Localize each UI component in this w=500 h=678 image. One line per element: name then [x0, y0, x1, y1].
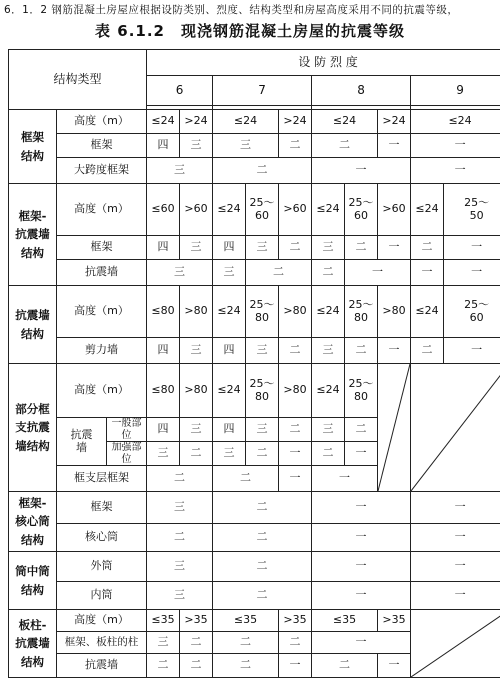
- table-cell: 一: [411, 552, 500, 582]
- table-cell: 一: [411, 134, 500, 158]
- table-cell: 一: [312, 552, 411, 582]
- table-cell: >24: [180, 110, 213, 134]
- table-cell: >80: [180, 364, 213, 418]
- table-cell: >60: [378, 184, 411, 236]
- row-label-slab-frame-columns: 框架、板柱的柱: [57, 632, 147, 654]
- row-label-large-span-frame: 大跨度框架: [57, 158, 147, 184]
- table-cell: 二: [213, 632, 279, 654]
- row-label-frame: 框架: [57, 492, 147, 524]
- table-cell: 三: [180, 236, 213, 260]
- table-cell: 一: [378, 338, 411, 364]
- seismic-grade-table-wrap: [8, 49, 490, 673]
- table-title: 表 6.1.2 现浇钢筋混凝土房屋的抗震等级: [95, 22, 405, 40]
- header-intensity-6: 6: [147, 76, 213, 106]
- table-cell: ≤35: [213, 610, 279, 632]
- table-cell: 一: [312, 632, 411, 654]
- header-intensity-7: 7: [213, 76, 312, 106]
- table-cell: ≤24: [147, 110, 180, 134]
- group-partial-frame-supported: 部分框 支抗震 墙结构: [9, 364, 57, 492]
- not-applicable-cell: [411, 364, 500, 492]
- table-cell: ≤60: [147, 184, 180, 236]
- table-cell: 三: [246, 418, 279, 442]
- row-label-outer-tube: 外筒: [57, 552, 147, 582]
- table-cell: 二: [345, 418, 378, 442]
- table-cell: >35: [279, 610, 312, 632]
- table-cell: ≤35: [312, 610, 378, 632]
- table-cell: 一: [312, 492, 411, 524]
- table-cell: 一: [345, 442, 378, 466]
- header-intensity-9: 9: [411, 76, 500, 106]
- table-cell: 一: [378, 134, 411, 158]
- table-cell: 一: [378, 236, 411, 260]
- table-cell: 二: [213, 524, 312, 552]
- row-label-transfer-frame: 框支层框架: [57, 466, 147, 492]
- table-cell: 二: [213, 654, 279, 678]
- row-label-inner-tube: 内筒: [57, 582, 147, 610]
- table-cell: 二: [213, 552, 312, 582]
- table-cell: 一: [411, 158, 500, 184]
- table-cell: 二: [147, 524, 213, 552]
- diagonal-line: [411, 610, 500, 677]
- table-cell: 三: [147, 442, 180, 466]
- table-cell: 二: [411, 338, 444, 364]
- group-frame-core-tube: 框架- 核心筒 结构: [9, 492, 57, 552]
- table-cell: 四: [213, 236, 246, 260]
- table-cell: 一: [378, 654, 411, 678]
- row-label-height: 高度（m）: [57, 110, 147, 134]
- row-label-core: 核心筒: [57, 524, 147, 552]
- table-cell: 三: [213, 134, 279, 158]
- row-label-general: 一般部位: [107, 418, 147, 442]
- diagonal-line: [378, 364, 410, 491]
- table-cell: 二: [213, 582, 312, 610]
- table-cell: 一: [411, 260, 444, 286]
- table-cell: ≤24: [312, 110, 378, 134]
- table-cell: 一: [312, 466, 378, 492]
- table-cell: >60: [279, 184, 312, 236]
- table-cell: ≤24: [213, 364, 246, 418]
- table-cell: 三: [147, 158, 213, 184]
- table-cell: 一: [345, 260, 411, 286]
- table-cell: 二: [279, 236, 312, 260]
- table-cell: 二: [279, 632, 312, 654]
- table-cell: 二: [279, 418, 312, 442]
- row-label-shear-wall2: 剪力墙: [57, 338, 147, 364]
- table-cell: >80: [180, 286, 213, 338]
- table-cell: 四: [213, 338, 246, 364]
- table-cell: 一: [279, 654, 312, 678]
- table-cell: 一: [444, 260, 500, 286]
- table-cell: >24: [378, 110, 411, 134]
- table-cell: 一: [279, 442, 312, 466]
- table-cell: 三: [180, 134, 213, 158]
- table-cell: ≤24: [411, 110, 500, 134]
- table-cell: >80: [279, 286, 312, 338]
- table-cell: >80: [279, 364, 312, 418]
- table-cell: 四: [147, 418, 180, 442]
- table-cell: 一: [411, 524, 500, 552]
- table-cell: 二: [411, 236, 444, 260]
- table-cell: >80: [378, 286, 411, 338]
- table-cell: 一: [279, 466, 312, 492]
- table-cell: 二: [213, 158, 312, 184]
- table-cell: 二: [279, 338, 312, 364]
- table-cell: ≤24: [312, 184, 345, 236]
- header-structure-type: 结构类型: [9, 50, 147, 110]
- table-cell: 25～ 50: [444, 184, 500, 236]
- table-cell: 四: [147, 134, 180, 158]
- table-cell: 二: [180, 442, 213, 466]
- table-cell: ≤80: [147, 286, 180, 338]
- group-tube-in-tube: 筒中筒 结构: [9, 552, 57, 610]
- table-cell: 一: [444, 236, 500, 260]
- table-cell: 四: [147, 236, 180, 260]
- table-cell: 二: [180, 632, 213, 654]
- seismic-grade-table: [8, 49, 500, 678]
- group-frame-shear-wall: 框架- 抗震墙 结构: [9, 184, 57, 286]
- table-cell: 25～ 60: [246, 184, 279, 236]
- table-cell: 二: [246, 442, 279, 466]
- group-slab-column-shear-wall: 板柱- 抗震墙 结构: [9, 610, 57, 678]
- table-cell: 二: [213, 492, 312, 524]
- table-cell: 一: [312, 158, 411, 184]
- group-frame: 框架 结构: [9, 110, 57, 184]
- table-cell: 二: [213, 466, 279, 492]
- table-cell: 25～ 80: [246, 286, 279, 338]
- table-cell: 二: [312, 654, 378, 678]
- table-cell: 四: [147, 338, 180, 364]
- table-cell: 二: [312, 260, 345, 286]
- table-cell: 三: [147, 632, 180, 654]
- row-label-shear-wall-sub: 抗震 墙: [57, 418, 107, 466]
- group-shear-wall: 抗震墙 结构: [9, 286, 57, 364]
- table-cell: 一: [411, 582, 500, 610]
- table-cell: 三: [312, 418, 345, 442]
- table-cell: 三: [246, 338, 279, 364]
- table-cell: 一: [411, 492, 500, 524]
- table-cell: ≤24: [213, 110, 279, 134]
- table-cell: 25～ 80: [345, 286, 378, 338]
- row-label-frame: 框架: [57, 236, 147, 260]
- table-cell: 四: [213, 418, 246, 442]
- table-cell: 三: [147, 582, 213, 610]
- intro-text: 6．1．2 钢筋混凝土房屋应根据设防类别、烈度、结构类型和房屋高度采用不同的抗震等级，: [4, 4, 459, 16]
- table-cell: 三: [180, 338, 213, 364]
- table-cell: ≤80: [147, 364, 180, 418]
- table-cell: ≤24: [213, 286, 246, 338]
- row-label-height: 高度（m）: [57, 610, 147, 632]
- table-cell: >24: [279, 110, 312, 134]
- table-cell: 25～ 60: [345, 184, 378, 236]
- table-cell: 二: [345, 236, 378, 260]
- table-cell: 25～ 80: [345, 364, 378, 418]
- row-label-shear-wall: 抗震墙: [57, 260, 147, 286]
- table-cell: 三: [147, 552, 213, 582]
- row-label-height: 高度（m）: [57, 184, 147, 236]
- table-cell: 二: [312, 442, 345, 466]
- row-label-height: 高度（m）: [57, 364, 147, 418]
- table-cell: 二: [147, 466, 213, 492]
- table-cell: 一: [312, 582, 411, 610]
- table-cell: 一: [444, 338, 500, 364]
- table-cell: 三: [312, 338, 345, 364]
- table-cell: ≤24: [411, 184, 444, 236]
- table-cell: >35: [180, 610, 213, 632]
- table-cell: 一: [312, 524, 411, 552]
- table-cell: 三: [312, 236, 345, 260]
- not-applicable-cell: [411, 610, 500, 678]
- table-cell: >35: [378, 610, 411, 632]
- table-cell: ≤24: [312, 286, 345, 338]
- table-cell: 三: [147, 492, 213, 524]
- table-cell: 三: [246, 236, 279, 260]
- table-cell: ≤24: [312, 364, 345, 418]
- table-cell: 三: [213, 260, 246, 286]
- row-label-frame: 框架: [57, 134, 147, 158]
- table-cell: 二: [279, 134, 312, 158]
- table-cell: 二: [180, 654, 213, 678]
- row-label-shear-wall: 抗震墙: [57, 654, 147, 678]
- table-cell: ≤24: [213, 184, 246, 236]
- row-label-height: 高度（m）: [57, 286, 147, 338]
- header-intensity: 设 防 烈 度: [147, 50, 500, 76]
- table-cell: 二: [312, 134, 378, 158]
- table-cell: 三: [180, 418, 213, 442]
- row-label-strengthened: 加强部位: [107, 442, 147, 466]
- table-cell: 二: [147, 654, 180, 678]
- table-cell: 25～ 60: [444, 286, 500, 338]
- table-cell: 二: [345, 338, 378, 364]
- table-cell: 三: [213, 442, 246, 466]
- table-cell: 二: [246, 260, 312, 286]
- not-applicable-cell: [378, 364, 411, 492]
- table-cell: 25～ 80: [246, 364, 279, 418]
- diagonal-line: [411, 364, 500, 491]
- table-cell: 三: [147, 260, 213, 286]
- table-cell: ≤35: [147, 610, 180, 632]
- table-cell: ≤24: [411, 286, 444, 338]
- header-intensity-8: 8: [312, 76, 411, 106]
- table-cell: >60: [180, 184, 213, 236]
